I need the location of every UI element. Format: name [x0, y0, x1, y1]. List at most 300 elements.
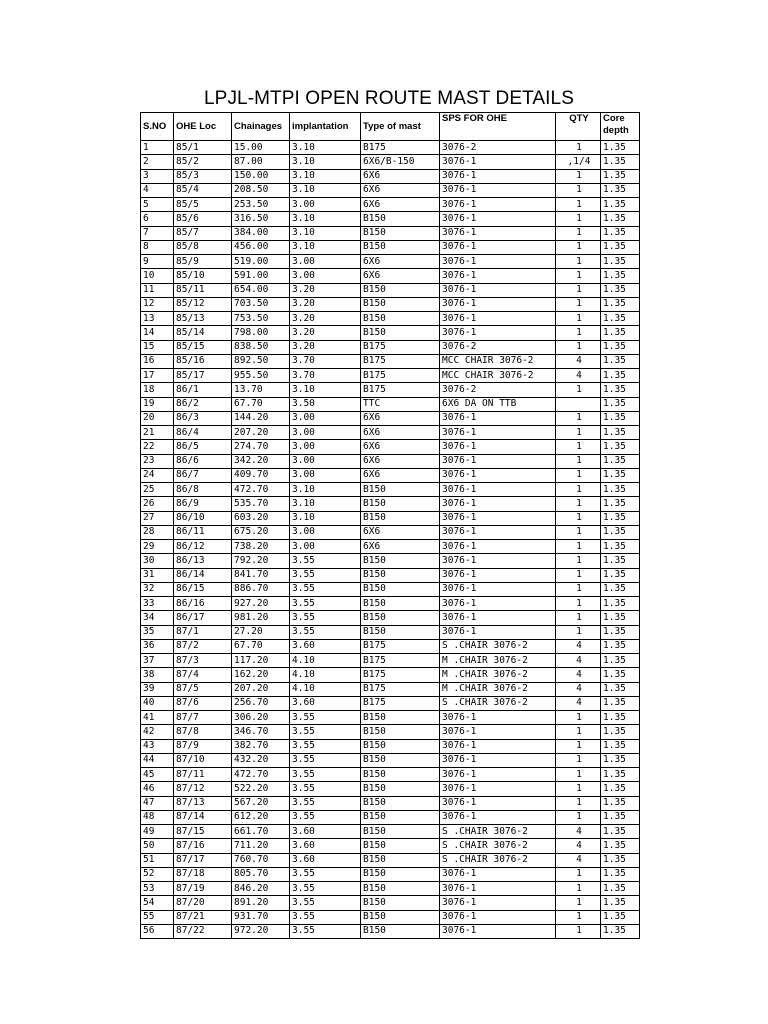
- cell-qty: 1: [556, 326, 601, 340]
- cell-implantation: 3.10: [290, 226, 361, 240]
- cell-chainage: 760.70: [232, 853, 290, 867]
- cell-implantation: 3.20: [290, 297, 361, 311]
- cell-mast-type: B150: [361, 483, 440, 497]
- cell-chainage: 927.20: [232, 597, 290, 611]
- cell-chainage: 738.20: [232, 540, 290, 554]
- table-row: [141, 810, 640, 824]
- cell-implantation: 3.00: [290, 454, 361, 468]
- cell-chainage: 253.50: [232, 198, 290, 212]
- table-row: [141, 597, 640, 611]
- header-sno: S.NO: [141, 113, 174, 141]
- cell-mast-type: B150: [361, 867, 440, 881]
- cell-mast-type: 6X6: [361, 440, 440, 454]
- cell-sno: 41: [141, 711, 174, 725]
- cell-mast-type: B150: [361, 796, 440, 810]
- cell-sps: 3076-1: [440, 597, 556, 611]
- cell-sps: 3076-1: [440, 426, 556, 440]
- cell-qty: 1: [556, 297, 601, 311]
- cell-ohe-loc: 87/9: [174, 739, 232, 753]
- cell-qty: 1: [556, 411, 601, 425]
- cell-implantation: 3.10: [290, 169, 361, 183]
- cell-sno: 17: [141, 369, 174, 383]
- cell-core-depth: 1.35: [601, 796, 640, 810]
- cell-qty: 1: [556, 540, 601, 554]
- table-row: [141, 711, 640, 725]
- cell-chainage: 798.00: [232, 326, 290, 340]
- table-row: [141, 753, 640, 767]
- cell-chainage: 256.70: [232, 696, 290, 710]
- cell-mast-type: B150: [361, 597, 440, 611]
- cell-implantation: 3.55: [290, 896, 361, 910]
- cell-mast-type: B150: [361, 497, 440, 511]
- cell-ohe-loc: 85/14: [174, 326, 232, 340]
- table-row: [141, 654, 640, 668]
- cell-ohe-loc: 87/7: [174, 711, 232, 725]
- cell-implantation: 3.10: [290, 212, 361, 226]
- cell-ohe-loc: 86/4: [174, 426, 232, 440]
- cell-implantation: 3.20: [290, 340, 361, 354]
- cell-ohe-loc: 87/14: [174, 810, 232, 824]
- header-row: [141, 113, 640, 141]
- cell-mast-type: B150: [361, 882, 440, 896]
- table-row: [141, 169, 640, 183]
- cell-sno: 1: [141, 141, 174, 155]
- cell-core-depth: 1.35: [601, 882, 640, 896]
- cell-sno: 19: [141, 397, 174, 411]
- cell-chainage: 274.70: [232, 440, 290, 454]
- cell-qty: 1: [556, 924, 601, 938]
- cell-sno: 3: [141, 169, 174, 183]
- cell-ohe-loc: 86/1: [174, 383, 232, 397]
- cell-chainage: 162.20: [232, 668, 290, 682]
- table-row: [141, 782, 640, 796]
- cell-qty: 4: [556, 853, 601, 867]
- cell-ohe-loc: 87/17: [174, 853, 232, 867]
- table-row: [141, 625, 640, 639]
- cell-chainage: 432.20: [232, 753, 290, 767]
- table-row: [141, 796, 640, 810]
- cell-mast-type: 6X6: [361, 454, 440, 468]
- cell-mast-type: 6X6/B-150: [361, 155, 440, 169]
- table-row: [141, 440, 640, 454]
- cell-implantation: 3.10: [290, 240, 361, 254]
- cell-implantation: 4.10: [290, 682, 361, 696]
- cell-implantation: 4.10: [290, 654, 361, 668]
- cell-core-depth: 1.35: [601, 411, 640, 425]
- cell-core-depth: 1.35: [601, 753, 640, 767]
- cell-sno: 23: [141, 454, 174, 468]
- cell-sno: 40: [141, 696, 174, 710]
- cell-qty: 1: [556, 739, 601, 753]
- cell-sps: 3076-1: [440, 269, 556, 283]
- cell-sno: 18: [141, 383, 174, 397]
- cell-ohe-loc: 85/13: [174, 312, 232, 326]
- cell-chainage: 519.00: [232, 255, 290, 269]
- cell-qty: 1: [556, 611, 601, 625]
- table-row: [141, 825, 640, 839]
- cell-sno: 49: [141, 825, 174, 839]
- cell-chainage: 612.20: [232, 810, 290, 824]
- cell-sps: 3076-1: [440, 753, 556, 767]
- cell-core-depth: 1.35: [601, 511, 640, 525]
- cell-qty: [556, 397, 601, 411]
- cell-ohe-loc: 87/8: [174, 725, 232, 739]
- cell-core-depth: 1.35: [601, 924, 640, 938]
- cell-implantation: 3.55: [290, 810, 361, 824]
- cell-mast-type: B150: [361, 782, 440, 796]
- cell-implantation: 3.00: [290, 426, 361, 440]
- cell-qty: ,1/4: [556, 155, 601, 169]
- cell-chainage: 87.00: [232, 155, 290, 169]
- cell-mast-type: B150: [361, 511, 440, 525]
- cell-core-depth: 1.35: [601, 739, 640, 753]
- cell-ohe-loc: 85/17: [174, 369, 232, 383]
- cell-chainage: 955.50: [232, 369, 290, 383]
- cell-sps: 3076-1: [440, 810, 556, 824]
- cell-ohe-loc: 85/4: [174, 183, 232, 197]
- table-row: [141, 411, 640, 425]
- cell-core-depth: 1.35: [601, 582, 640, 596]
- cell-core-depth: 1.35: [601, 625, 640, 639]
- cell-sps: M .CHAIR 3076-2: [440, 668, 556, 682]
- cell-sps: 3076-1: [440, 454, 556, 468]
- cell-sps: 3076-1: [440, 910, 556, 924]
- table-row: [141, 739, 640, 753]
- cell-core-depth: 1.35: [601, 711, 640, 725]
- cell-mast-type: B150: [361, 283, 440, 297]
- cell-sps: 3076-1: [440, 440, 556, 454]
- cell-core-depth: 1.35: [601, 568, 640, 582]
- cell-ohe-loc: 85/3: [174, 169, 232, 183]
- cell-mast-type: B175: [361, 141, 440, 155]
- cell-implantation: 3.55: [290, 796, 361, 810]
- cell-sps: S .CHAIR 3076-2: [440, 639, 556, 653]
- table-row: [141, 511, 640, 525]
- cell-core-depth: 1.35: [601, 383, 640, 397]
- cell-qty: 1: [556, 340, 601, 354]
- cell-core-depth: 1.35: [601, 768, 640, 782]
- cell-chainage: 472.70: [232, 768, 290, 782]
- cell-qty: 1: [556, 768, 601, 782]
- cell-sno: 13: [141, 312, 174, 326]
- cell-implantation: 3.10: [290, 497, 361, 511]
- cell-chainage: 207.20: [232, 426, 290, 440]
- cell-sno: 8: [141, 240, 174, 254]
- cell-chainage: 67.70: [232, 397, 290, 411]
- cell-implantation: 3.70: [290, 354, 361, 368]
- table-row: [141, 568, 640, 582]
- cell-sno: 45: [141, 768, 174, 782]
- cell-sps: 3076-1: [440, 312, 556, 326]
- cell-sps: 3076-1: [440, 725, 556, 739]
- cell-ohe-loc: 87/18: [174, 867, 232, 881]
- cell-mast-type: B150: [361, 853, 440, 867]
- cell-qty: 1: [556, 597, 601, 611]
- cell-sno: 29: [141, 540, 174, 554]
- cell-mast-type: 6X6: [361, 540, 440, 554]
- cell-mast-type: B150: [361, 326, 440, 340]
- cell-chainage: 654.00: [232, 283, 290, 297]
- table-row: [141, 397, 640, 411]
- cell-mast-type: 6X6: [361, 426, 440, 440]
- cell-core-depth: 1.35: [601, 169, 640, 183]
- cell-sps: S .CHAIR 3076-2: [440, 839, 556, 853]
- cell-chainage: 67.70: [232, 639, 290, 653]
- cell-sno: 46: [141, 782, 174, 796]
- table-row: [141, 497, 640, 511]
- cell-core-depth: 1.35: [601, 240, 640, 254]
- cell-sps: S .CHAIR 3076-2: [440, 853, 556, 867]
- cell-qty: 1: [556, 511, 601, 525]
- cell-implantation: 3.10: [290, 511, 361, 525]
- cell-qty: 1: [556, 198, 601, 212]
- cell-qty: 1: [556, 568, 601, 582]
- cell-core-depth: 1.35: [601, 226, 640, 240]
- cell-mast-type: 6X6: [361, 269, 440, 283]
- cell-qty: 1: [556, 896, 601, 910]
- cell-sno: 12: [141, 297, 174, 311]
- cell-chainage: 535.70: [232, 497, 290, 511]
- table-row: [141, 896, 640, 910]
- cell-core-depth: 1.35: [601, 198, 640, 212]
- cell-mast-type: 6X6: [361, 411, 440, 425]
- cell-core-depth: 1.35: [601, 497, 640, 511]
- cell-sps: MCC CHAIR 3076-2: [440, 354, 556, 368]
- cell-mast-type: B175: [361, 383, 440, 397]
- cell-implantation: 3.55: [290, 768, 361, 782]
- cell-mast-type: B150: [361, 212, 440, 226]
- cell-sno: 20: [141, 411, 174, 425]
- cell-ohe-loc: 87/22: [174, 924, 232, 938]
- cell-chainage: 891.20: [232, 896, 290, 910]
- cell-sps: 3076-1: [440, 212, 556, 226]
- cell-qty: 1: [556, 212, 601, 226]
- cell-ohe-loc: 87/6: [174, 696, 232, 710]
- table-row: [141, 696, 640, 710]
- cell-ohe-loc: 87/11: [174, 768, 232, 782]
- cell-sps: S .CHAIR 3076-2: [440, 825, 556, 839]
- cell-qty: 1: [556, 711, 601, 725]
- cell-sno: 15: [141, 340, 174, 354]
- cell-implantation: 3.55: [290, 711, 361, 725]
- cell-sno: 53: [141, 882, 174, 896]
- cell-core-depth: 1.35: [601, 483, 640, 497]
- cell-chainage: 15.00: [232, 141, 290, 155]
- table-row: [141, 212, 640, 226]
- cell-ohe-loc: 87/5: [174, 682, 232, 696]
- cell-sps: 3076-1: [440, 155, 556, 169]
- cell-implantation: 3.55: [290, 882, 361, 896]
- table-row: [141, 340, 640, 354]
- cell-implantation: 3.60: [290, 839, 361, 853]
- cell-chainage: 117.20: [232, 654, 290, 668]
- cell-ohe-loc: 87/1: [174, 625, 232, 639]
- cell-qty: 4: [556, 639, 601, 653]
- cell-core-depth: 1.35: [601, 297, 640, 311]
- cell-qty: 4: [556, 654, 601, 668]
- cell-ohe-loc: 87/10: [174, 753, 232, 767]
- cell-chainage: 591.00: [232, 269, 290, 283]
- cell-ohe-loc: 85/12: [174, 297, 232, 311]
- cell-ohe-loc: 87/3: [174, 654, 232, 668]
- cell-ohe-loc: 85/7: [174, 226, 232, 240]
- cell-core-depth: 1.35: [601, 212, 640, 226]
- cell-sps: 3076-2: [440, 340, 556, 354]
- table-header: [141, 113, 640, 141]
- header-type-of-mast: Type of mast: [361, 113, 440, 141]
- table-row: [141, 269, 640, 283]
- cell-qty: 1: [556, 183, 601, 197]
- cell-sps: 3076-1: [440, 511, 556, 525]
- cell-qty: 1: [556, 226, 601, 240]
- header-core-depth-line2: depth: [603, 125, 629, 136]
- cell-sps: 3076-1: [440, 582, 556, 596]
- cell-implantation: 3.60: [290, 639, 361, 653]
- cell-sno: 42: [141, 725, 174, 739]
- cell-mast-type: 6X6: [361, 169, 440, 183]
- table-row: [141, 853, 640, 867]
- cell-sno: 9: [141, 255, 174, 269]
- cell-mast-type: B175: [361, 354, 440, 368]
- cell-implantation: 3.00: [290, 411, 361, 425]
- cell-sno: 21: [141, 426, 174, 440]
- mast-details-table: [140, 112, 640, 939]
- cell-implantation: 3.55: [290, 554, 361, 568]
- cell-mast-type: B175: [361, 654, 440, 668]
- table-row: [141, 426, 640, 440]
- header-ohe-loc: OHE Loc: [174, 113, 232, 141]
- cell-mast-type: B150: [361, 312, 440, 326]
- cell-qty: 1: [556, 867, 601, 881]
- table-row: [141, 554, 640, 568]
- cell-sno: 34: [141, 611, 174, 625]
- cell-sps: 3076-2: [440, 141, 556, 155]
- cell-qty: 4: [556, 696, 601, 710]
- cell-chainage: 838.50: [232, 340, 290, 354]
- table-row: [141, 639, 640, 653]
- cell-implantation: 3.10: [290, 155, 361, 169]
- cell-sno: 27: [141, 511, 174, 525]
- table-row: [141, 668, 640, 682]
- cell-core-depth: 1.35: [601, 141, 640, 155]
- table-row: [141, 240, 640, 254]
- cell-mast-type: 6X6: [361, 255, 440, 269]
- cell-core-depth: 1.35: [601, 839, 640, 853]
- cell-chainage: 711.20: [232, 839, 290, 853]
- header-qty: QTY: [556, 113, 601, 141]
- cell-qty: 1: [556, 497, 601, 511]
- cell-ohe-loc: 87/2: [174, 639, 232, 653]
- cell-core-depth: 1.35: [601, 639, 640, 653]
- cell-chainage: 661.70: [232, 825, 290, 839]
- cell-mast-type: 6X6: [361, 525, 440, 539]
- cell-ohe-loc: 87/20: [174, 896, 232, 910]
- cell-chainage: 805.70: [232, 867, 290, 881]
- cell-mast-type: B150: [361, 810, 440, 824]
- cell-implantation: 3.60: [290, 853, 361, 867]
- table-row: [141, 369, 640, 383]
- cell-ohe-loc: 85/6: [174, 212, 232, 226]
- cell-sps: 3076-1: [440, 198, 556, 212]
- cell-mast-type: B175: [361, 340, 440, 354]
- cell-core-depth: 1.35: [601, 825, 640, 839]
- cell-ohe-loc: 86/12: [174, 540, 232, 554]
- cell-chainage: 567.20: [232, 796, 290, 810]
- cell-ohe-loc: 86/15: [174, 582, 232, 596]
- cell-implantation: 3.20: [290, 283, 361, 297]
- cell-sno: 30: [141, 554, 174, 568]
- cell-core-depth: 1.35: [601, 554, 640, 568]
- cell-sps: 3076-1: [440, 711, 556, 725]
- cell-ohe-loc: 85/10: [174, 269, 232, 283]
- cell-chainage: 409.70: [232, 468, 290, 482]
- cell-mast-type: B150: [361, 554, 440, 568]
- cell-chainage: 316.50: [232, 212, 290, 226]
- table-row: [141, 141, 640, 155]
- cell-mast-type: B150: [361, 725, 440, 739]
- cell-chainage: 972.20: [232, 924, 290, 938]
- cell-mast-type: TTC: [361, 397, 440, 411]
- cell-ohe-loc: 86/7: [174, 468, 232, 482]
- cell-ohe-loc: 86/8: [174, 483, 232, 497]
- cell-mast-type: B150: [361, 739, 440, 753]
- cell-implantation: 3.55: [290, 611, 361, 625]
- cell-mast-type: B175: [361, 668, 440, 682]
- cell-sps: MCC CHAIR 3076-2: [440, 369, 556, 383]
- table-row: [141, 312, 640, 326]
- cell-sps: 3076-1: [440, 796, 556, 810]
- cell-chainage: 207.20: [232, 682, 290, 696]
- cell-qty: 4: [556, 839, 601, 853]
- cell-implantation: 3.00: [290, 540, 361, 554]
- cell-core-depth: 1.35: [601, 654, 640, 668]
- cell-qty: 1: [556, 525, 601, 539]
- cell-sps: S .CHAIR 3076-2: [440, 696, 556, 710]
- cell-mast-type: B150: [361, 297, 440, 311]
- table-row: [141, 198, 640, 212]
- cell-sno: 24: [141, 468, 174, 482]
- cell-chainage: 981.20: [232, 611, 290, 625]
- cell-mast-type: B150: [361, 825, 440, 839]
- cell-implantation: 3.10: [290, 383, 361, 397]
- cell-chainage: 931.70: [232, 910, 290, 924]
- cell-mast-type: B150: [361, 711, 440, 725]
- cell-core-depth: 1.35: [601, 540, 640, 554]
- cell-sno: 50: [141, 839, 174, 853]
- table-row: [141, 867, 640, 881]
- cell-sno: 28: [141, 525, 174, 539]
- cell-core-depth: 1.35: [601, 426, 640, 440]
- cell-mast-type: B150: [361, 768, 440, 782]
- cell-qty: 1: [556, 240, 601, 254]
- cell-sps: 3076-1: [440, 782, 556, 796]
- cell-chainage: 792.20: [232, 554, 290, 568]
- table-row: [141, 882, 640, 896]
- cell-qty: 1: [556, 782, 601, 796]
- cell-sno: 2: [141, 155, 174, 169]
- cell-sno: 7: [141, 226, 174, 240]
- cell-sno: 48: [141, 810, 174, 824]
- cell-mast-type: B150: [361, 753, 440, 767]
- cell-qty: 1: [556, 910, 601, 924]
- table-row: [141, 155, 640, 169]
- cell-implantation: 3.55: [290, 910, 361, 924]
- cell-mast-type: B150: [361, 896, 440, 910]
- cell-core-depth: 1.35: [601, 397, 640, 411]
- cell-sno: 11: [141, 283, 174, 297]
- cell-mast-type: B150: [361, 839, 440, 853]
- cell-core-depth: 1.35: [601, 354, 640, 368]
